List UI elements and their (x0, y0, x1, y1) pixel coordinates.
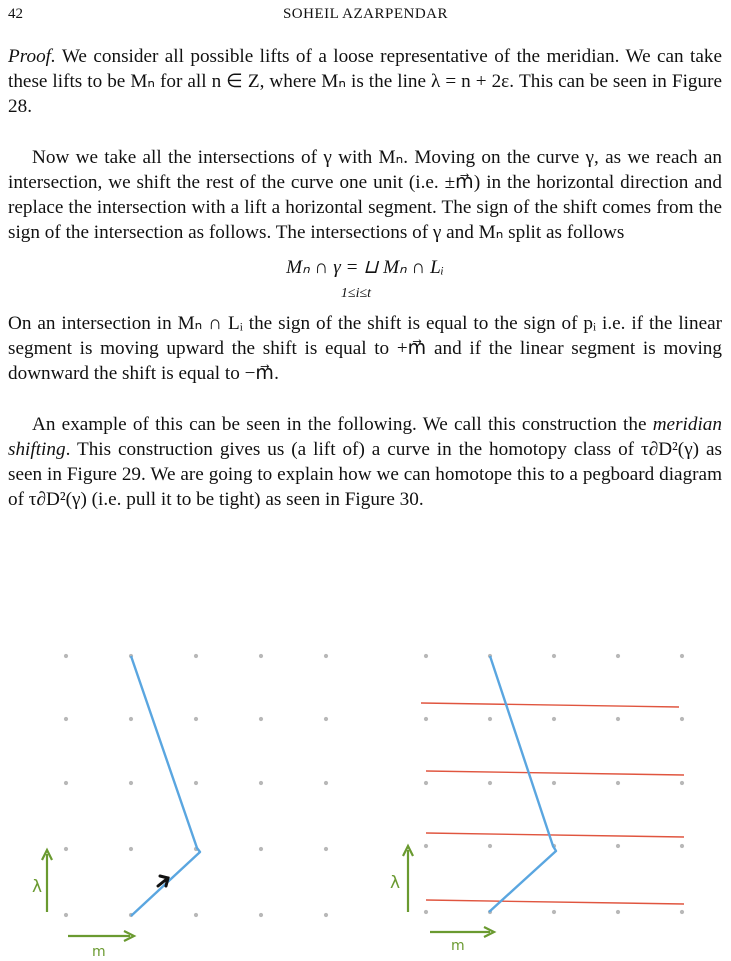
right-m-label: m (451, 938, 465, 954)
right-peg-3-4 (680, 844, 684, 848)
equation-subscript: 1≤i≤t (340, 286, 372, 301)
left-peg-1-0 (64, 717, 68, 721)
left-peg-3-0 (64, 847, 68, 851)
left-figure (32, 654, 328, 960)
right-peg-1-4 (680, 717, 684, 721)
left-direction-arrow (158, 876, 168, 886)
left-peg-3-3 (259, 847, 263, 851)
left-peg-2-3 (259, 781, 263, 785)
meridian-shifting-term: meridian shifting (8, 414, 722, 460)
left-peg-0-2 (194, 654, 198, 658)
paragraph-shifting: Now we take all the intersections of γ with Mₙ. Moving on the curve γ, as we reach an intersection, we shift the rest of the curve one unit (i.e. ±m⃗) in the horizontal direction and replace the intersection with a lift a horizontal segment. The sign of the shift comes from the sign of the intersection as follows. The intersections of γ and Mₙ split as follows (8, 147, 722, 243)
equation-main: Mₙ ∩ γ = ⊔ Mₙ ∩ Lᵢ (286, 257, 444, 278)
left-peg-2-2 (194, 781, 198, 785)
right-peg-2-1 (488, 781, 492, 785)
left-m-label: m (92, 944, 106, 960)
right-peg-3-3 (616, 844, 620, 848)
left-peg-4-4 (324, 913, 328, 917)
meridian-lift-1 (421, 703, 679, 707)
right-peg-2-0 (424, 781, 428, 785)
right-peg-2-3 (616, 781, 620, 785)
right-peg-4-3 (616, 910, 620, 914)
right-peg-1-0 (424, 717, 428, 721)
right-peg-4-4 (680, 910, 684, 914)
right-peg-3-0 (424, 844, 428, 848)
left-peg-1-4 (324, 717, 328, 721)
figures-svg (0, 630, 731, 961)
left-peg-2-1 (129, 781, 133, 785)
meridian-lift-4 (426, 900, 684, 904)
right-figure (390, 654, 684, 954)
right-peg-grid (424, 654, 684, 914)
left-lambda-label: λ (32, 877, 43, 897)
proof-label: Proof. (8, 46, 56, 67)
display-equation (8, 251, 722, 307)
left-peg-1-3 (259, 717, 263, 721)
right-lambda-label: λ (390, 873, 401, 893)
left-peg-grid (64, 654, 328, 917)
right-peg-4-0 (424, 910, 428, 914)
left-peg-2-0 (64, 781, 68, 785)
left-peg-4-3 (259, 913, 263, 917)
left-peg-2-4 (324, 781, 328, 785)
left-peg-1-1 (129, 717, 133, 721)
right-peg-1-3 (616, 717, 620, 721)
right-peg-0-3 (616, 654, 620, 658)
page-number: 42 (8, 6, 23, 22)
right-peg-2-2 (552, 781, 556, 785)
right-peg-0-2 (552, 654, 556, 658)
left-peg-0-4 (324, 654, 328, 658)
left-peg-4-2 (194, 913, 198, 917)
running-head: SOHEIL AZARPENDAR (282, 6, 449, 22)
proof-paragraph (8, 44, 722, 119)
example-text-before: An example of this can be seen in the following. We call this construction the (32, 414, 653, 435)
meridian-lift-3 (426, 833, 684, 837)
right-peg-2-4 (680, 781, 684, 785)
right-peg-4-2 (552, 910, 556, 914)
example-text-after: . This construction gives us (a lift of) a curve in the homotopy class of τ∂D²(γ) as seen in Figure 29. We are going to explain how we can homotope this to a pegboard diagram of τ∂D²(γ) (i.e. pull it to be tight) as seen in Figure 30. (8, 439, 722, 510)
proof-text: We consider all possible lifts of a loose representative of the meridian. We can take these lifts to be Mₙ for all n ∈ Z, where Mₙ is the line λ = n + 2ε. This can be seen in Figure 28. (8, 46, 722, 117)
left-peg-3-1 (129, 847, 133, 851)
right-curve (489, 656, 556, 912)
right-peg-1-1 (488, 717, 492, 721)
right-peg-3-1 (488, 844, 492, 848)
paragraph-sign: On an intersection in Mₙ ∩ Lᵢ the sign of the shift is equal to the sign of pᵢ i.e. if the linear segment is moving upward the shift is equal to +m⃗ and if the linear segment is moving downward the shift is equal to −m⃗. (8, 313, 722, 384)
paragraph-example (8, 412, 722, 512)
figures-area (0, 630, 731, 961)
right-peg-0-4 (680, 654, 684, 658)
right-peg-1-2 (552, 717, 556, 721)
page-body (8, 44, 722, 512)
left-peg-0-3 (259, 654, 263, 658)
meridian-lift-2 (426, 771, 684, 775)
left-peg-4-0 (64, 913, 68, 917)
page-header (8, 6, 723, 26)
left-peg-3-4 (324, 847, 328, 851)
left-peg-1-2 (194, 717, 198, 721)
right-peg-0-0 (424, 654, 428, 658)
left-peg-0-0 (64, 654, 68, 658)
